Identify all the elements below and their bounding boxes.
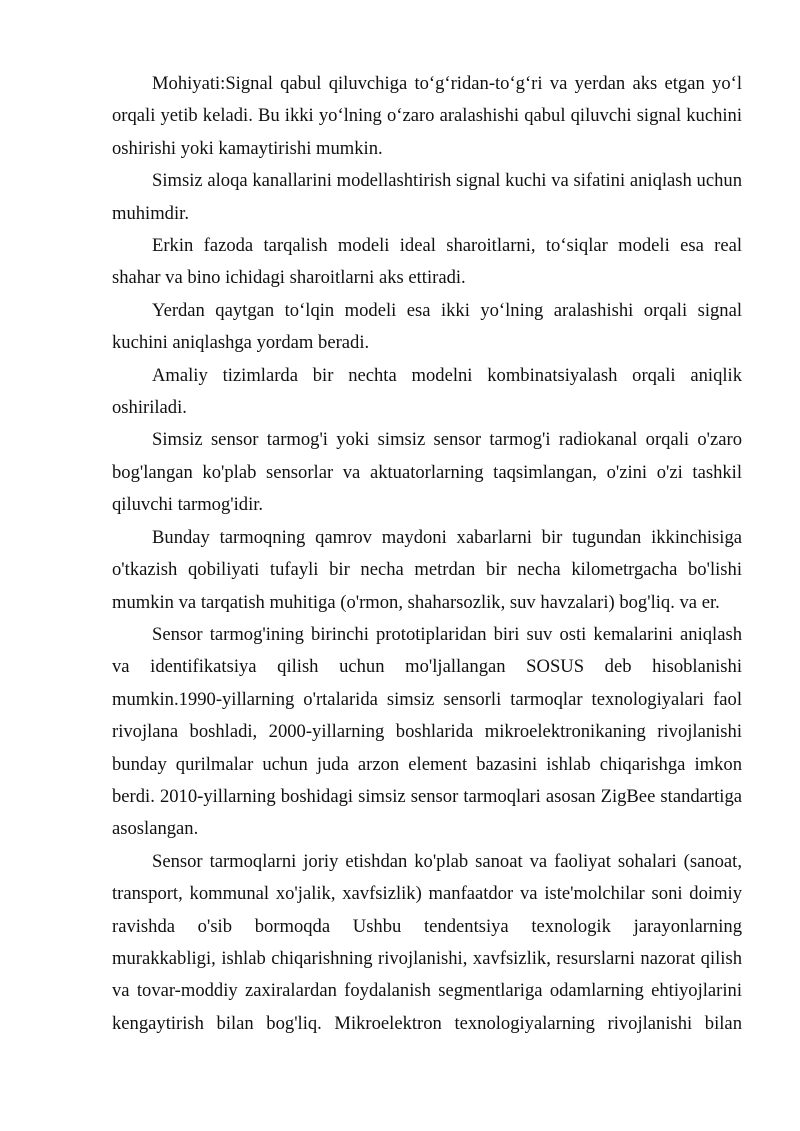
- paragraph-industry-adoption: Sensor tarmoqlarni joriy etishdan ko'plab sanoat va faoliyat sohalari (sanoat, transport, kommunal xo'jalik, xavfsizlik) manfaatdor va iste'molchilar soni doimiy ravishda o'sib bormoqda Ushbu tendentsiya texnologik jarayonlarning murakkabligi, ishlab chiqarishning rivojlanishi, xavfsizlik, resurslarni nazorat qilish va tovar-moddiy zaxiralardan foydalanish segmentlariga odamlarning ehtiyojlarini kengaytirish bilan bog'liq. Mikroelektron texnologiyalarning rivojlanishi bilan: [112, 850, 742, 1034]
- paragraph-model-combination: Amaliy tizimlarda bir nechta modelni kombinatsiyalash orqali aniqlik oshiriladi.: [112, 364, 742, 419]
- paragraph-coverage-area: Bunday tarmoqning qamrov maydoni xabarlarni bir tugundan ikkinchisiga o'tkazish qobiliyati tufayli bir necha metrdan bir necha kilometrgacha bo'lishi mumkin va tarqatish muhitiga (o'rmon, shaharsozlik, suv havzalari) bog'liq. va er.: [112, 526, 742, 613]
- paragraph-channel-modeling: Simsiz aloqa kanallarini modellashtirish signal kuchi va sifatini aniqlash uchun muhimdir.: [112, 170, 742, 224]
- paragraph-sensor-network-definition: Simsiz sensor tarmog'i yoki simsiz sensor tarmog'i radiokanal orqali o'zaro bog'langan ko'plab sensorlar va aktuatorlarning taqsimlangan, o'zini o'zi tashkil qiluvchi tarmog'idir.: [112, 429, 742, 516]
- paragraph-history: Sensor tarmog'ining birinchi prototiplaridan biri suv osti kemalarini aniqlash va identifikatsiya qilish uchun mo'ljallangan SOSUS deb hisoblanishi mumkin.1990-yillarning o'rtalarida simsiz sensorli tarmoqlar texnologiyalari faol rivojlana boshladi, 2000-yillarning boshlarida mikroelektronikaning rivojlanishi bunday qurilmalar uchun juda arzon element bazasini ishlab chiqarishga imkon berdi. 2010-yillarning boshidagi simsiz sensor tarmoqlari asosan ZigBee standartiga asoslangan.: [112, 623, 742, 840]
- paragraph-ground-reflection-model: Yerdan qaytgan to‘lqin modeli esa ikki yo‘lning aralashishi orqali signal kuchini aniqlashga yordam beradi.: [112, 299, 742, 354]
- paragraph-free-space-model: Erkin fazoda tarqalish modeli ideal sharoitlarni, to‘siqlar modeli esa real shahar va bino ichidagi sharoitlarni aks ettiradi.: [112, 235, 742, 289]
- paragraph-signal-essence: Mohiyati:Signal qabul qiluvchiga to‘g‘ridan-to‘g‘ri va yerdan aks etgan yo‘l orqali yetib keladi. Bu ikki yo‘lning o‘zaro aralashishi qabul qiluvchi signal kuchini oshirishi yoki kamaytirishi mumkin.: [112, 73, 742, 159]
- document-page: [112, 68, 742, 1040]
